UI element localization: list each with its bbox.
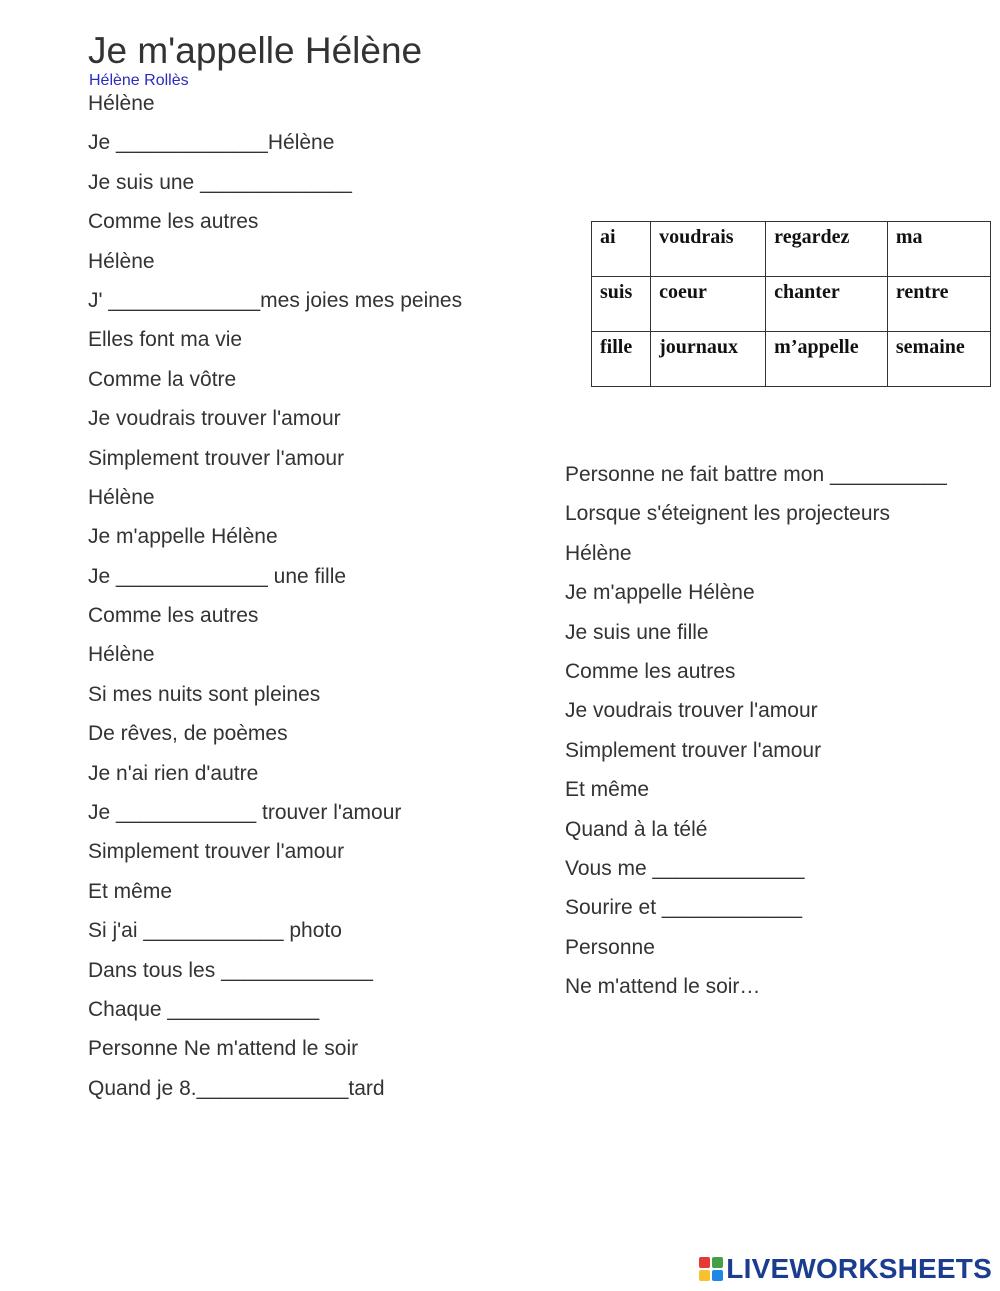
- word-bank-cell: fille: [592, 332, 651, 387]
- lyric-line: Je m'appelle Hélène: [565, 581, 755, 605]
- lyric-line: Comme les autres: [565, 659, 736, 683]
- word-bank-cell: m’appelle: [766, 332, 888, 387]
- lyric-line: Si j'ai ____________ photo: [88, 919, 342, 943]
- lyric-line: Je suis une _____________: [88, 170, 352, 194]
- lyric-line: Simplement trouver l'amour: [565, 738, 822, 762]
- logo-square: [699, 1270, 710, 1281]
- lyric-line: J' _____________mes joies mes peines: [88, 288, 463, 312]
- lyric-line: Hélène: [565, 541, 632, 565]
- lyric-line: Personne: [565, 935, 655, 959]
- lyric-line: Je voudrais trouver l'amour: [565, 699, 818, 723]
- word-bank-cell: journaux: [651, 332, 766, 387]
- lyric-line: Dans tous les _____________: [88, 958, 373, 982]
- lyric-line: Lorsque s'éteignent les projecteurs: [565, 502, 891, 526]
- word-bank-cell: semaine: [887, 332, 990, 387]
- lyrics-left-column: [88, 91, 462, 1115]
- lyric-line: Je m'appelle Hélène: [88, 525, 278, 549]
- word-bank-row: [592, 222, 991, 277]
- word-bank-table: [591, 221, 991, 387]
- lyric-line: Hélène: [88, 249, 155, 273]
- lyric-line: Hélène: [88, 643, 155, 667]
- liveworksheets-brand: [699, 1254, 992, 1284]
- lyric-line: Chaque _____________: [88, 997, 320, 1021]
- lyric-line: Je _____________ une fille: [88, 564, 347, 588]
- lyric-line: Elles font ma vie: [88, 328, 243, 352]
- word-bank-cell: coeur: [651, 277, 766, 332]
- lyric-line: Simplement trouver l'amour: [88, 446, 345, 470]
- word-bank-cell: ai: [592, 222, 651, 277]
- lyric-line: Je voudrais trouver l'amour: [88, 407, 341, 431]
- logo-square: [699, 1257, 710, 1268]
- page-title: Je m'appelle Hélène: [88, 30, 423, 71]
- word-bank-cell: rentre: [887, 277, 990, 332]
- lyric-line: Personne ne fait battre mon __________: [565, 463, 947, 486]
- lyric-line: Je _____________Hélène: [88, 131, 335, 155]
- lyric-line: Comme les autres: [88, 210, 259, 234]
- lyric-line: De rêves, de poèmes: [88, 722, 288, 746]
- lyric-line: Vous me _____________: [565, 856, 805, 880]
- lyric-line: Quand à la télé: [565, 817, 708, 841]
- lyric-line: Si mes nuits sont pleines: [88, 682, 321, 706]
- liveworksheets-logo-icon: [699, 1257, 723, 1281]
- word-bank-cell: regardez: [766, 222, 888, 277]
- lyric-line: Je ____________ trouver l'amour: [88, 801, 402, 825]
- word-bank-row: [592, 277, 991, 332]
- lyric-line: Quand je 8._____________tard: [88, 1076, 385, 1100]
- lyric-line: Je suis une fille: [565, 620, 709, 644]
- lyric-line: Comme la vôtre: [88, 367, 237, 391]
- word-bank-row: [592, 332, 991, 387]
- lyric-line: Je n'ai rien d'autre: [88, 761, 259, 785]
- lyric-line: Et même: [565, 778, 650, 802]
- artist-name: Hélène Rollès: [89, 72, 189, 89]
- lyric-line: Hélène: [88, 92, 155, 115]
- lyric-line: Ne m'attend le soir…: [565, 975, 761, 999]
- brand-name: LIVEWORKSHEETS: [726, 1253, 992, 1284]
- lyric-line: Simplement trouver l'amour: [88, 840, 345, 864]
- lyric-line: Comme les autres: [88, 604, 259, 628]
- logo-square: [712, 1270, 723, 1281]
- word-bank-cell: chanter: [766, 277, 888, 332]
- lyrics-right-column: [565, 462, 947, 1013]
- lyric-line: Et même: [88, 879, 173, 903]
- lyric-line: Sourire et ____________: [565, 896, 803, 920]
- lyric-line: Hélène: [88, 485, 155, 509]
- lyric-line: Personne Ne m'attend le soir: [88, 1037, 359, 1061]
- word-bank-cell: suis: [592, 277, 651, 332]
- word-bank-cell: ma: [887, 222, 990, 277]
- logo-square: [712, 1257, 723, 1268]
- word-bank-cell: voudrais: [651, 222, 766, 277]
